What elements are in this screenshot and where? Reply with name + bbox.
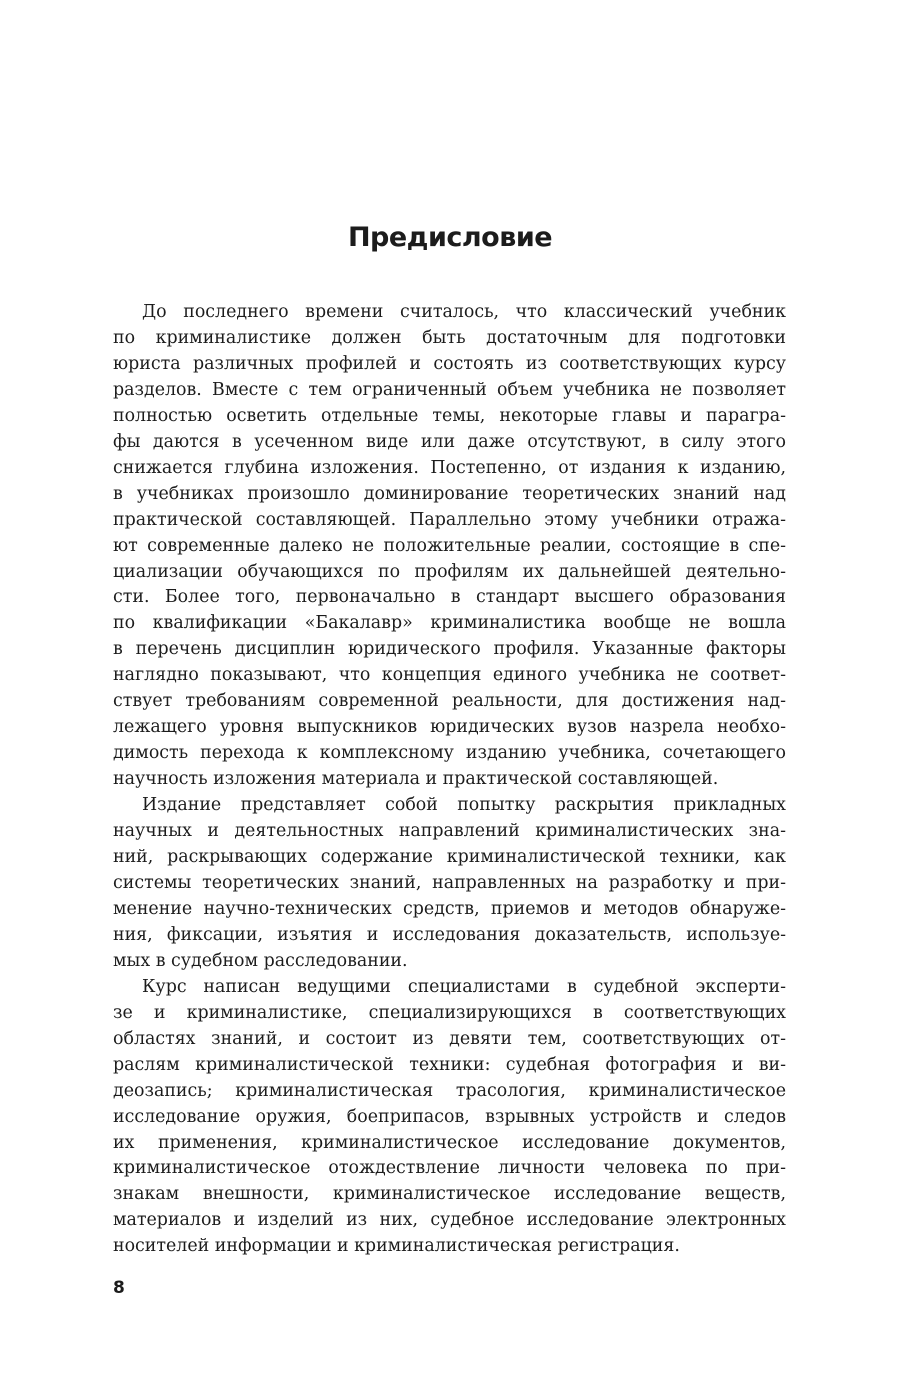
paragraph (113, 793, 786, 975)
page-number: 8 (113, 1278, 125, 1298)
body-text (113, 300, 786, 1260)
text-line: знакам внешности, криминалистическое исследование веществ, (113, 1184, 786, 1205)
text-line: исследование оружия, боеприпасов, взрывных устройств и следов (113, 1106, 786, 1127)
text-line: научность изложения материала и практической составляющей. (113, 769, 719, 790)
text-line: по квалификации «Бакалавр» криминалистика вообще не вошла (113, 613, 786, 634)
text-line: циализации обучающихся по профилям их дальнейшей деятельно- (113, 561, 786, 582)
text-line: носителей информации и криминалистическая регистрация. (113, 1236, 680, 1257)
text-line: лежащего уровня выпускников юридических вузов назрела необхо- (113, 717, 786, 738)
text-line: практической составляющей. Параллельно этому учебники отража- (113, 509, 786, 530)
text-line: криминалистическое отождествление личности человека по при- (113, 1158, 786, 1179)
text-line: менение научно-технических средств, приемов и методов обнаруже- (113, 898, 786, 919)
text-line: полностью осветить отдельные темы, некоторые главы и парагра- (113, 405, 786, 426)
paragraph (113, 975, 786, 1260)
text-line: наглядно показывают, что концепция единого учебника не соответ- (113, 665, 786, 686)
text-line: раслям криминалистической техники: судебная фотография и ви- (113, 1054, 786, 1075)
text-line: их применения, криминалистическое исследование документов, (113, 1132, 786, 1153)
text-line: ют современные далеко не положительные реалии, состоящие в спе- (113, 535, 786, 556)
text-line: снижается глубина изложения. Постепенно, от издания к изданию, (113, 457, 786, 478)
text-line: системы теоретических знаний, направленных на разработку и при- (113, 872, 786, 893)
text-line: ствует требованиям современной реальности, для достижения над- (113, 691, 786, 712)
text-line: материалов и изделий из них, судебное исследование электронных (113, 1210, 786, 1231)
text-line: Издание представляет собой попытку раскрытия прикладных (142, 795, 786, 816)
text-line: в учебниках произошло доминирование теоретических знаний над (113, 483, 786, 504)
text-line: сти. Более того, первоначально в стандарт высшего образования (113, 587, 786, 608)
text-line: юриста различных профилей и состоять из соответствующих курсу (113, 353, 786, 374)
text-line: димость перехода к комплексному изданию учебника, сочетающего (113, 743, 786, 764)
text-line: Курс написан ведущими специалистами в судебной эксперти- (142, 976, 786, 997)
text-line: областях знаний, и состоит из девяти тем, соответствующих от- (113, 1028, 786, 1049)
text-line: деозапись; криминалистическая трасология, криминалистическое (113, 1080, 786, 1101)
text-line: До последнего времени считалось, что классический учебник (142, 302, 786, 322)
text-line: научных и деятельностных направлений криминалистических зна- (113, 821, 786, 842)
text-line: ния, фиксации, изъятия и исследования доказательств, используе- (113, 924, 786, 945)
text-line: мых в судебном расследовании. (113, 950, 408, 971)
text-line: зе и криминалистике, специализирующихся в соответствующих (113, 1002, 786, 1023)
page-title: Предисловие (347, 222, 553, 253)
text-line: по криминалистике должен быть достаточным для подготовки (113, 327, 786, 348)
text-line: ний, раскрывающих содержание криминалистической техники, как (113, 847, 786, 868)
text-line: разделов. Вместе с тем ограниченный объем учебника не позволяет (113, 379, 786, 400)
paragraph (113, 300, 786, 793)
text-line: фы даются в усеченном виде или даже отсутствуют, в силу этого (113, 431, 786, 452)
text-line: в перечень дисциплин юридического профиля. Указанные факторы (113, 639, 786, 660)
